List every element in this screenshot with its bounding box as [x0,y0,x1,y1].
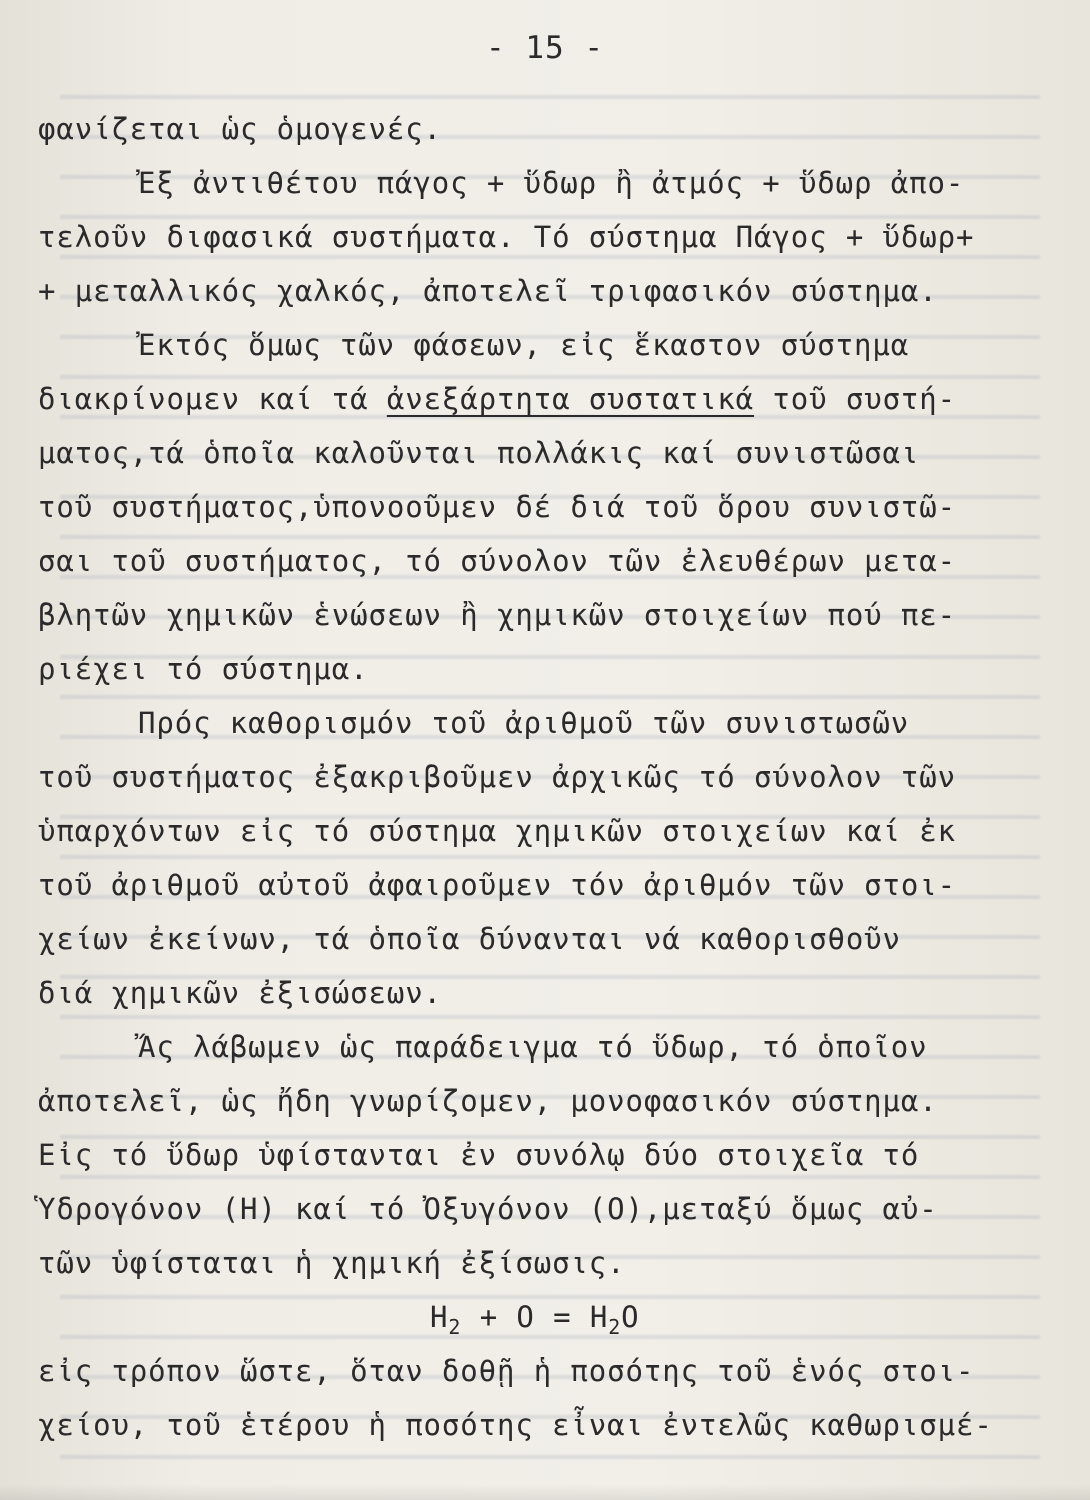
underlined-term: ἀνεξάρτητα συστατικά [386,382,755,416]
text-line-21: Ὑδρογόνον (Η) καί τό Ὀξυγόνον (Ο),μεταξύ ὅμως αὐ- [38,1192,938,1226]
text-line-14: ὑπαρχόντων εἰς τό σύστημα χημικῶν στοιχείων καί ἐκ [38,814,956,848]
text-line-3: τελοῦν διφασικά συστήματα. Τό σύστημα Πάγος + ὕδωρ+ [38,220,975,254]
text-line-17: διά χημικῶν ἐξισώσεων. [38,976,442,1010]
text-line-8: τοῦ συστήματος,ὑπονοοῦμεν δέ διά τοῦ ὅρου συνιστῶ- [38,490,956,524]
page-number: - 15 - [486,30,604,66]
text-line-2: Ἐξ ἀντιθέτου πάγος + ὕδωρ ἢ ἀτμός + ὕδωρ ἀπο- [138,166,965,200]
equation-middle: + Ο = Η [461,1300,609,1334]
equation-subscript-right: 2 [608,1315,622,1339]
text-line-6 [38,372,1053,426]
text-line-6-prefix: διακρίνομεν καί τά [38,382,387,416]
text-line-4: + μεταλλικός χαλκός, ἀποτελεῖ τριφασικόν σύστημα. [38,274,938,308]
text-line-5: Ἐκτός ὅμως τῶν φάσεων, εἰς ἕκαστον σύστημα [138,328,910,362]
text-line-25: χείου, τοῦ ἑτέρου ἡ ποσότης εἶναι ἐντελῶς καθωρισμέ- [38,1408,993,1442]
text-line-9: σαι τοῦ συστήματος, τό σύνολον τῶν ἐλευθέρων μετα- [38,544,956,578]
text-line-20: Εἰς τό ὕδωρ ὑφίστανται ἐν συνόλῳ δύο στοιχεῖα τό [38,1138,920,1172]
text-line-12: Πρός καθορισμόν τοῦ ἀριθμοῦ τῶν συνιστωσῶν [138,706,910,740]
typed-text-block [38,102,1053,1452]
text-line-6-suffix: τοῦ συστή- [754,382,957,416]
equation-oxygen: Ο [621,1300,640,1334]
text-line-1: φανίζεται ὡς ὁμογενές. [38,112,442,146]
equation-hydrogen: Η [430,1300,449,1334]
page-bottom-shadow [0,1484,1090,1500]
chemical-equation [38,1290,1053,1344]
text-line-24: εἰς τρόπον ὥστε, ὅταν δοθῇ ἡ ποσότης τοῦ ἑνός στοι- [38,1354,975,1388]
text-line-18: Ἄς λάβωμεν ὡς παράδειγμα τό ὕδωρ, τό ὁποῖον [138,1030,928,1064]
equation-subscript-left: 2 [448,1315,462,1339]
text-line-15: τοῦ ἀριθμοῦ αὐτοῦ ἀφαιροῦμεν τόν ἀριθμόν τῶν στοι- [38,868,956,902]
text-line-11: ριέχει τό σύστημα. [38,652,369,686]
text-line-16: χείων ἐκείνων, τά ὁποῖα δύνανται νά καθορισθοῦν [38,922,901,956]
text-line-13: τοῦ συστήματος ἐξακριβοῦμεν ἀρχικῶς τό σύνολον τῶν [38,760,956,794]
text-line-19: ἀποτελεῖ, ὡς ἤδη γνωρίζομεν, μονοφασικόν σύστημα. [38,1084,938,1118]
text-line-10: βλητῶν χημικῶν ἑνώσεων ἢ χημικῶν στοιχείων πού πε- [38,598,956,632]
text-line-22: τῶν ὑφίσταται ἡ χημική ἐξίσωσις. [38,1246,626,1280]
text-line-7: ματος,τά ὁποῖα καλοῦνται πολλάκις καί συνιστῶσαι [38,436,920,470]
